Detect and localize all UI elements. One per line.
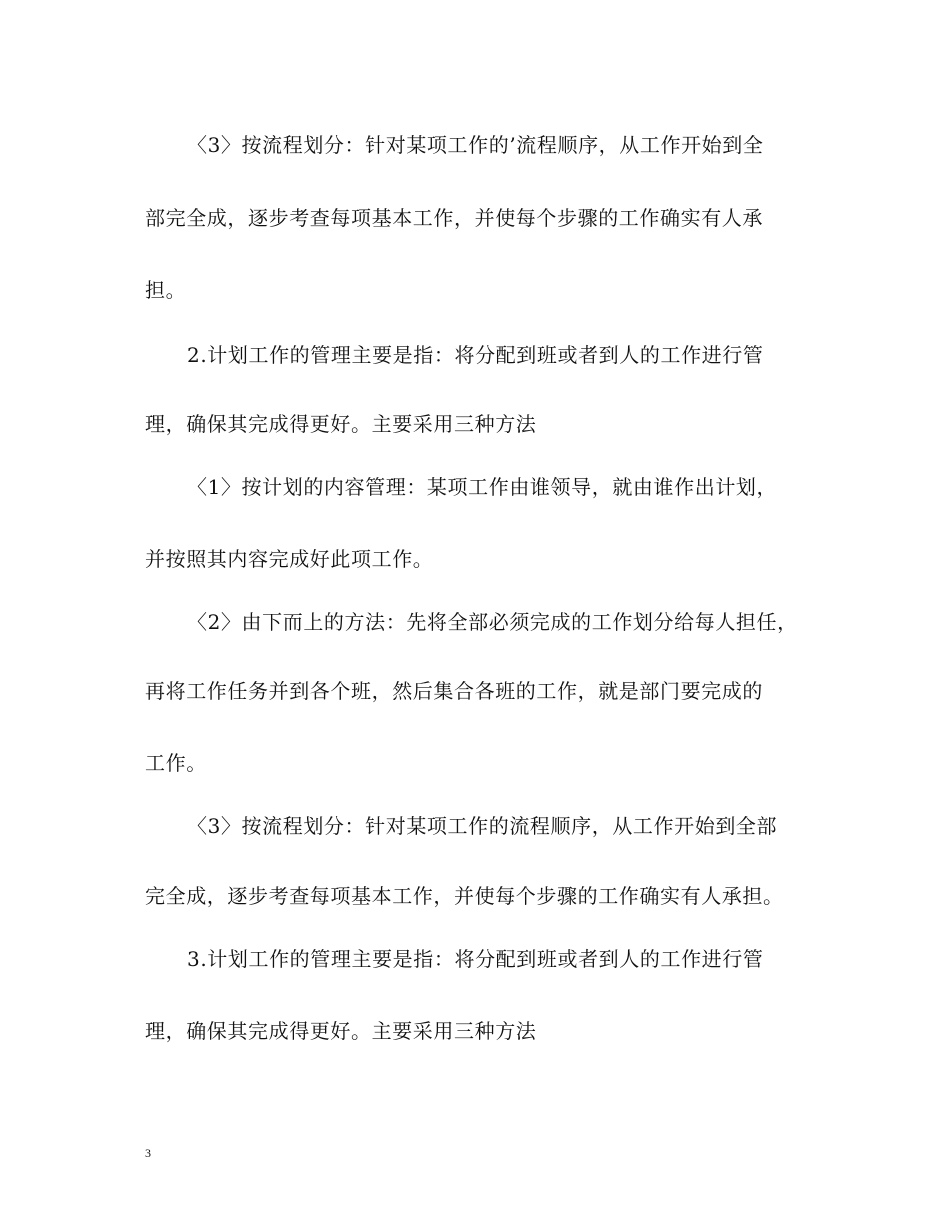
paragraph-line: 3.计划工作的管理主要是指：将分配到班或者到人的工作进行管 [187,947,764,971]
paragraph-line: 〈3〉按流程划分：针对某项工作的流程顺序，从工作开始到全部 [187,814,778,838]
paragraph-line: 〈1〉按计划的内容管理：某项工作由谁领导，就由谁作出计划， [187,475,778,499]
paragraph-line: 〈2〉由下而上的方法：先将全部必须完成的工作划分给每人担任， [187,610,798,634]
paragraph-line: 部完全成，逐步考查每项基本工作，并使每个步骤的工作确实有人承 [145,206,763,230]
paragraph-line: 并按照其内容完成好此项工作。 [145,547,434,571]
paragraph-line: 理，确保其完成得更好。主要采用三种方法 [145,412,537,436]
paragraph-line: 2.计划工作的管理主要是指：将分配到班或者到人的工作进行管 [187,343,764,367]
paragraph-line: 担。 [145,278,187,302]
paragraph-line: 完全成，逐步考查每项基本工作，并使每个步骤的工作确实有人承担。 [145,884,784,908]
page-number: 3 [145,1146,151,1160]
paragraph-line: 理，确保其完成得更好。主要采用三种方法 [145,1019,537,1043]
paragraph-line: 工作。 [145,751,207,775]
paragraph-line: 〈3〉按流程划分：针对某项工作的’流程顺序，从工作开始到全 [187,133,764,157]
paragraph-line: 再将工作任务并到各个班，然后集合各班的工作，就是部门要完成的 [145,679,763,703]
